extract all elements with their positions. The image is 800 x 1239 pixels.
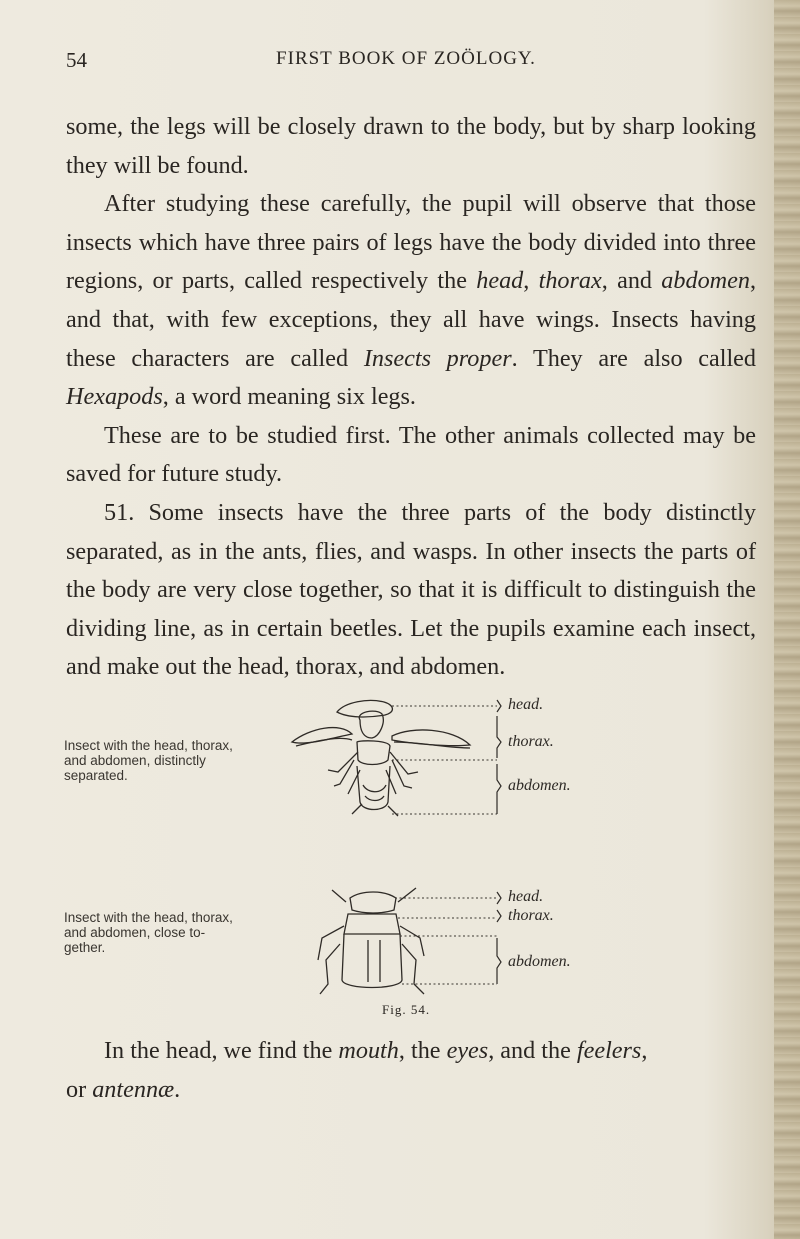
text-run: After studying these carefully, the pupil will observe that those insects which have three pairs of legs have the body divided into three regions, or parts, called respectively the (66, 190, 756, 295)
text-run: , and that, with few exceptions, they all have wings. Insects having these characters are called (66, 267, 756, 372)
term-abdomen: abdomen (661, 267, 750, 295)
body-text (66, 108, 756, 687)
label-head-bottom: head. (508, 888, 544, 905)
paragraph-5-line-1 (66, 1032, 756, 1071)
paragraph-3: These are to be studied first. The other animals collected may be saved for future study. (66, 421, 756, 488)
text-run: or (66, 1075, 93, 1103)
term-antennae: antennæ (92, 1075, 175, 1103)
text-run: In the head, we find the (104, 1037, 339, 1064)
caption-line: and abdomen, distinctly (64, 753, 206, 768)
caption-close (64, 910, 294, 955)
text-run: , and (601, 267, 662, 295)
page-number: 54 (66, 48, 87, 72)
page-header (66, 48, 746, 78)
caption-separated (64, 738, 294, 783)
term-insects-proper: Insects proper (363, 344, 512, 372)
caption-line: Insect with the head, thorax, (64, 738, 233, 753)
caption-line: separated. (64, 768, 128, 783)
label-head-top: head. (508, 696, 544, 713)
term-head: head (476, 267, 524, 295)
text-run: . They are also called (511, 344, 756, 372)
paragraph-4: 51. Some insects have the three parts of the body distinctly separated, as in the ants, flies, and wasps. In other insects the parts of the body are very close together, so that it is difficult to distinguish the dividing line, as in certain beetles. Let the pupils examine each insect, and make out the head, thorax, and abdomen. (66, 498, 756, 681)
figure-number: Fig. 54. (382, 1002, 431, 1017)
caption-line: gether. (64, 940, 106, 955)
paragraph-5-line-2 (66, 1071, 756, 1110)
page-edge (774, 0, 800, 1239)
label-thorax-bottom: thorax. (508, 907, 554, 924)
text-run: , a word meaning six legs. (162, 383, 416, 411)
caption-line: and abdomen, close to- (64, 925, 206, 940)
paragraph-5 (66, 1032, 756, 1109)
text-run: , the (398, 1037, 447, 1064)
term-mouth: mouth (338, 1037, 399, 1064)
text-run: , (523, 267, 539, 295)
term-hexapods: Hexapods (66, 383, 163, 411)
paragraph-2 (66, 185, 756, 417)
label-thorax-top: thorax. (508, 733, 554, 750)
term-feelers: feelers (576, 1037, 642, 1064)
label-abdomen-top: abdomen. (508, 777, 571, 794)
text-run: , (641, 1037, 648, 1064)
running-title: FIRST BOOK OF ZOÖLOGY. (276, 48, 536, 69)
term-eyes: eyes (446, 1037, 489, 1064)
text-run: . (174, 1075, 181, 1103)
caption-line: Insect with the head, thorax, (64, 910, 233, 925)
label-abdomen-bottom: abdomen. (508, 953, 571, 970)
paragraph-1: some, the legs will be closely drawn to the body, but by sharp looking they will be found. (66, 113, 756, 179)
text-run: , and the (488, 1037, 577, 1064)
term-thorax: thorax (538, 267, 602, 295)
